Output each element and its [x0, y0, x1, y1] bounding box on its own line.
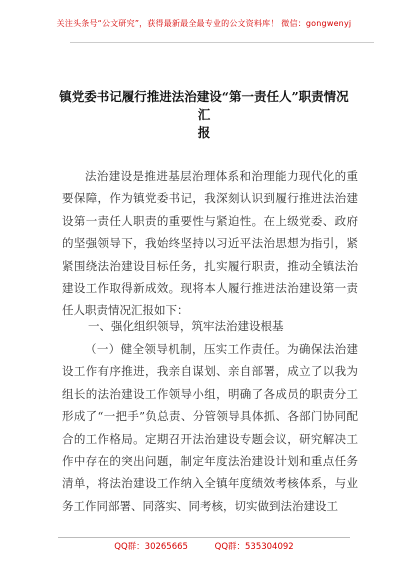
- header-divider: [70, 42, 374, 43]
- page-header: 关注头条号“公文研究”，获得最新最全最专业的公文资料库！ 微信：gongwenyj: [56, 19, 352, 28]
- intro-paragraph: 法治建设是推进基层治理体系和治理能力现代化的重要保障，作为镇党委书记，我深刻认识到履行推进法治建设第一责任人职责的重要性与紧迫性。在上级党委、政府的坚强领导下，我始终坚持以习近平法治思想为指引，紧紧围绕法治建设目标任务，扎实履行职责，推动全镇法治建设工作取得新成效。现将本人履行推进法治建设第一责任人职责情况汇报如下：: [62, 169, 358, 318]
- footer-divider: [58, 537, 350, 538]
- document-title-line-1: 镇党委书记履行推进法治建设“第一责任人”职责情况汇: [59, 89, 349, 122]
- document-title-line-2: 报: [197, 125, 211, 140]
- section-heading: 一、强化组织领导，筑牢法治建设根基: [88, 319, 284, 333]
- page-footer: [0, 540, 408, 552]
- footer-qq-group-2: QQ群：535304092: [214, 542, 294, 552]
- body-paragraph: （一）健全领导机制，压实工作责任。为确保法治建设工作有序推进，我亲自谋划、亲自部署，成立了以我为组长的法治建设工作领导小组，明确了各成员的职责分工形成了“一把手”负总责、分管领导具体抓、各部门协同配合的工作格局。定期召开法治建设专题会议，研究解决工作中存在的突出问题，制定年度法治建设计划和重点任务清单，将法治建设工作纳入全镇年度绩效考核体系，与业务工作同部署、同落实、同考核，切实做到法治建设工: [62, 342, 358, 513]
- footer-qq-group-1: QQ群：30265665: [114, 542, 188, 552]
